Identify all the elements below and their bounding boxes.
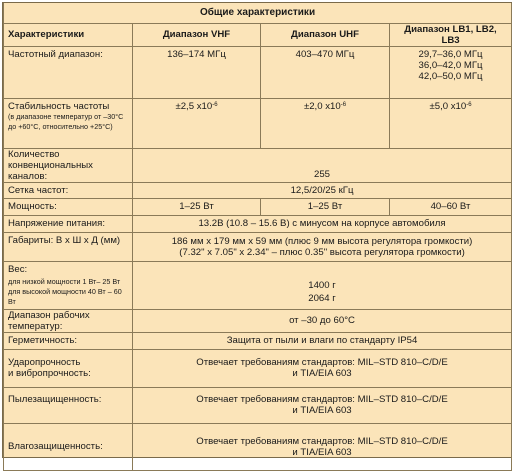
freq-range-lb3: 42,0–50,0 МГц (418, 70, 483, 82)
voltage-label: Напряжение питания: (4, 215, 133, 232)
stability-note-1: (в диапазоне температур от –30°C (8, 111, 124, 121)
row-freq-range (4, 46, 512, 98)
specs-table-frame (2, 2, 512, 458)
header-vhf: Диапазон VHF (133, 23, 261, 46)
dimensions-value-cell (133, 232, 512, 261)
shock-line-2: и TIA/EIA 603 (292, 368, 352, 379)
shock-value-cell (133, 349, 512, 387)
dimensions-line-2: (7.32" х 7.05" х 2.34" – плюс 0.35" высота регулятора громкости) (179, 246, 465, 258)
weight-high: 2064 г (308, 292, 336, 304)
row-dust (4, 387, 512, 423)
stability-uhf-cell (261, 98, 390, 148)
dimensions-label: Габариты: В х Ш х Д (мм) (4, 232, 133, 261)
sealing-value: Защита от пыли и влаги по стандарту IP54 (133, 332, 512, 349)
stability-lb-cell (390, 98, 512, 148)
freq-range-uhf: 403–470 МГц (261, 46, 390, 98)
stability-vhf: ±2,5 х10 (175, 100, 213, 112)
temp-value: от –30 до 60°C (133, 309, 512, 332)
voltage-value: 13.2В (10.8 – 15.6 В) с минусом на корпусе автомобиля (133, 215, 512, 232)
stability-label: Стабильность частоты (8, 100, 110, 112)
dust-line-1: Отвечает требованиям стандартов: MIL–STD 810–C/D/E (196, 394, 448, 405)
sealing-label: Герметичность: (4, 332, 133, 349)
channels-value: 255 (133, 148, 512, 182)
moisture-value-cell (133, 423, 512, 470)
freq-range-lb (390, 46, 512, 98)
header-uhf: Диапазон UHF (261, 23, 390, 46)
specs-table (3, 3, 512, 471)
header-lb: Диапазон LB1, LB2, LB3 (390, 23, 512, 46)
dust-value-cell (133, 387, 512, 423)
row-power (4, 198, 512, 215)
weight-label-cell (4, 261, 133, 309)
stability-uhf: ±2,0 х10 (303, 100, 341, 112)
stability-note-2: до +60°C, относительно +25°C) (8, 121, 113, 131)
channels-label-1: Количество (8, 148, 60, 160)
power-vhf: 1–25 Вт (133, 198, 261, 215)
power-uhf: 1–25 Вт (261, 198, 390, 215)
shock-label-cell (4, 349, 133, 387)
temp-label: Диапазон рабочих температур: (4, 309, 133, 332)
weight-label: Вес: (8, 263, 28, 275)
stability-lb-exp: -6 (466, 101, 472, 108)
dimensions-line-1: 186 мм х 179 мм х 59 мм (плюс 9 мм высота регулятора громкости) (171, 235, 473, 247)
row-moisture (4, 423, 512, 470)
grid-label: Сетка частот: (4, 182, 133, 198)
stability-lb: ±5,0 х10 (429, 100, 467, 112)
weight-note-low: для низкой мощности 1 Вт– 25 Вт (8, 276, 121, 286)
row-dimensions (4, 232, 512, 261)
stability-label-cell (4, 98, 133, 148)
freq-range-lb2: 36,0–42,0 МГц (418, 59, 483, 71)
weight-note-high: для высокой мощности 40 Вт – 60 Вт (8, 286, 122, 306)
row-weight (4, 261, 512, 309)
stability-vhf-cell (133, 98, 261, 148)
shock-line-1: Отвечает требованиям стандартов: MIL–STD 810–C/D/E (196, 357, 448, 368)
dust-line-2: и TIA/EIA 603 (292, 405, 352, 416)
row-voltage (4, 215, 512, 232)
row-channels (4, 148, 512, 182)
row-sealing (4, 332, 512, 349)
shock-label-2: и вибропрочность: (8, 368, 91, 379)
moisture-line-2: и TIA/EIA 603 (292, 446, 352, 458)
row-grid (4, 182, 512, 198)
moisture-line-1: Отвечает требованиям стандартов: MIL–STD 810–C/D/E (196, 435, 448, 447)
header-characteristics: Характеристики (4, 23, 133, 46)
freq-range-vhf: 136–174 МГц (133, 46, 261, 98)
stability-uhf-exp: -6 (340, 101, 347, 108)
freq-range-label: Частотный диапазон: (4, 46, 133, 98)
shock-label-1: Ударопрочность (8, 357, 81, 368)
weight-value-cell (133, 261, 512, 309)
channels-label-2: конвенциональных каналов: (8, 159, 93, 182)
power-lb: 40–60 Вт (390, 198, 512, 215)
row-shock (4, 349, 512, 387)
grid-value: 12,5/20/25 кГц (133, 182, 512, 198)
table-title: Общие характеристики (4, 3, 512, 23)
dust-label: Пылезащищенность: (4, 387, 133, 423)
row-temp (4, 309, 512, 332)
weight-low: 1400 г (308, 279, 336, 291)
freq-range-lb1: 29,7–36,0 МГц (418, 48, 483, 60)
row-stability (4, 98, 512, 148)
power-label: Мощность: (4, 198, 133, 215)
moisture-label: Влагозащищенность: (4, 423, 133, 470)
stability-vhf-exp: -6 (212, 101, 218, 108)
channels-label-cell (4, 148, 133, 182)
